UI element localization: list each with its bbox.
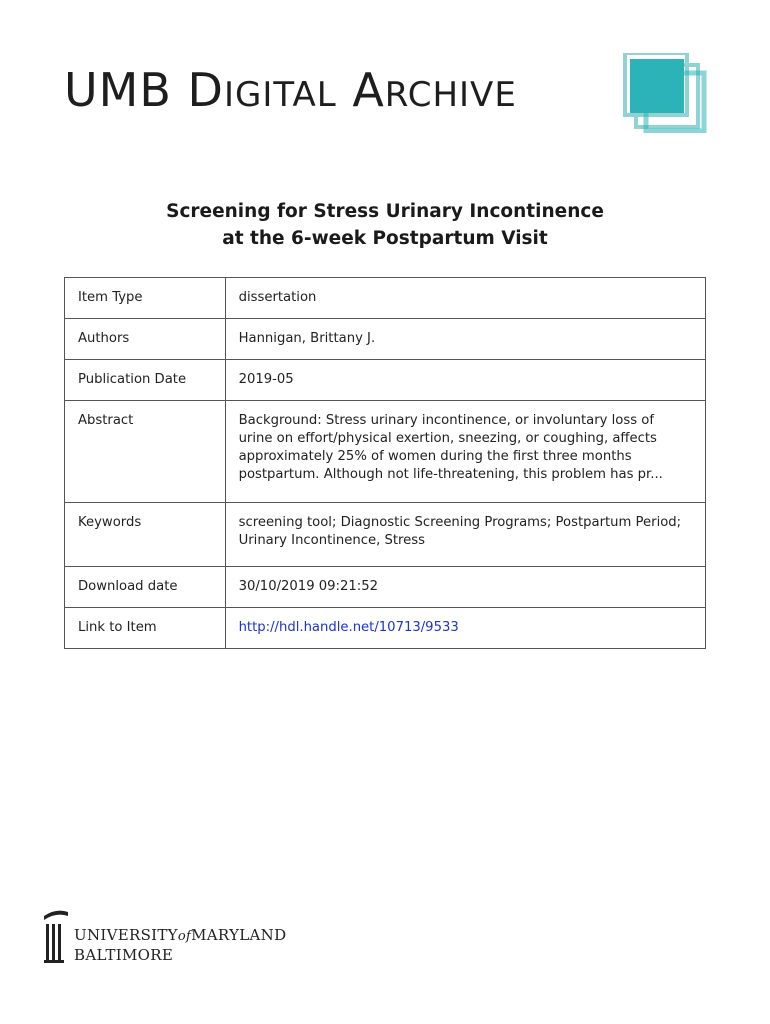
item-link[interactable]: http://hdl.handle.net/10713/9533 (238, 620, 459, 635)
link-to-item-label: Link to Item (65, 608, 226, 649)
abstract-value: Background: Stress urinary incontinence, or involuntary loss of urine on effort/physical exertion, sneezing, or coughing, affects approximately 25% of women during the first three months postpartum. Although not life-threatening, this problem has pr... (225, 401, 705, 503)
download-date-label: Download date (65, 567, 226, 608)
archive-logo-icon (622, 53, 712, 133)
document-title-line1: Screening for Stress Urinary Incontinence (166, 201, 604, 222)
keywords-label: Keywords (65, 503, 226, 567)
table-row (65, 401, 706, 503)
item-type-value: dissertation (225, 278, 705, 319)
archive-header (62, 58, 712, 138)
publication-date-label: Publication Date (65, 360, 226, 401)
item-type-label: Item Type (65, 278, 226, 319)
university-name-word2: MARYLAND (191, 926, 287, 944)
table-row (65, 567, 706, 608)
archive-title-word2-rest: IGITAL (223, 75, 337, 115)
publication-date-value: 2019-05 (225, 360, 705, 401)
link-to-item-cell (225, 608, 705, 649)
archive-title-word2-initial: D (187, 63, 224, 117)
document-title (0, 198, 770, 252)
download-date-value: 30/10/2019 09:21:52 (225, 567, 705, 608)
table-row (65, 360, 706, 401)
table-row (65, 503, 706, 567)
table-row (65, 319, 706, 360)
table-row (65, 278, 706, 319)
archive-title-word3-rest: RCHIVE (384, 75, 517, 115)
university-name (74, 926, 286, 964)
metadata-table (64, 277, 706, 649)
university-name-word1: UNIVERSITY (74, 926, 178, 944)
archive-title-word3-initial: A (352, 63, 385, 117)
archive-title-word1: UMB (64, 63, 172, 117)
university-name-of: of (177, 929, 192, 944)
archive-title (64, 60, 517, 125)
keywords-value: screening tool; Diagnostic Screening Programs; Postpartum Period; Urinary Incontinence, Stress (225, 503, 705, 567)
document-title-line2: at the 6-week Postpartum Visit (222, 228, 548, 249)
authors-value: Hannigan, Brittany J. (225, 319, 705, 360)
authors-label: Authors (65, 319, 226, 360)
university-name-line2: BALTIMORE (74, 946, 174, 964)
university-logo (42, 906, 292, 966)
abstract-label: Abstract (65, 401, 226, 503)
university-column-icon (42, 906, 72, 966)
table-row (65, 608, 706, 649)
